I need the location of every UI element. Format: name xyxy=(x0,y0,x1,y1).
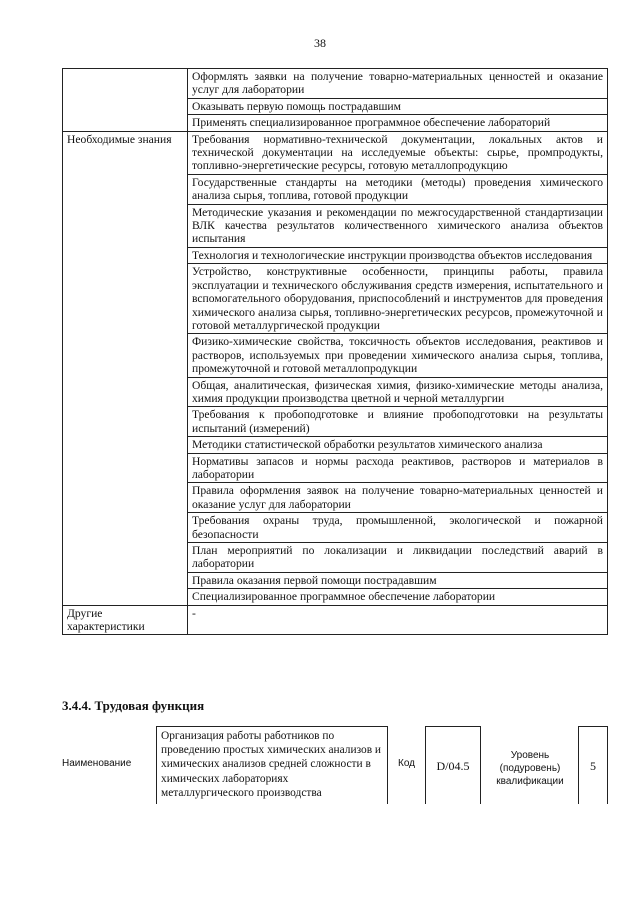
row-item: Методические указания и рекомендации по межгосударственной стандартизации ВЛК качества результатов количественного химического анализа объектов испытания xyxy=(188,204,608,247)
row-item: План мероприятий по локализации и ликвидации последствий аварий в лаборатории xyxy=(188,543,608,573)
row-item: Физико-химические свойства, токсичность объектов исследования, реактивов и растворов, используемых при проведении химического анализа сырья, топлива, промежуточной и готовой металлопродукции xyxy=(188,334,608,377)
code-label: Код xyxy=(398,758,416,769)
section-heading: 3.4.4. Трудовая функция xyxy=(62,698,205,713)
row-item: Устройство, конструктивные особенности, принципы работы, правила эксплуатации и технического обслуживания средств измерения, испытательного и вспомогательного оборудования, приспособлений и инструментов для проведения химического анализа сырья, топливно-энергетических ресурсов, промежуточной и готовой металлургической продукции xyxy=(188,264,608,334)
row-item: Специализированное программное обеспечение лаборатории xyxy=(188,589,608,605)
row-item: Требования нормативно-технической документации, локальных актов и технической документации на исследуемые объекты: сырье, промпродукты, топливно-энергетические ресурсы, готовую металлопродукцию xyxy=(188,131,608,174)
row-item: Технология и технологические инструкции производства объектов исследования xyxy=(188,247,608,263)
labor-function-name: Организация работы работников по проведению простых химических анализов и химических анализов средней сложности в химических лабораториях металлургического производства xyxy=(156,726,388,804)
competency-table xyxy=(62,68,608,635)
row-label xyxy=(63,69,188,132)
row-label: Другие характеристики xyxy=(63,605,188,635)
table-row xyxy=(63,69,608,99)
row-item: Нормативы запасов и нормы расхода реактивов, растворов и материалов в лаборатории xyxy=(188,453,608,483)
row-item: Общая, аналитическая, физическая химия, физико-химические методы анализа, химия продукции производства цветной и черной металлургии xyxy=(188,377,608,407)
row-item: Правила оказания первой помощи пострадавшим xyxy=(188,572,608,588)
row-item: Методики статистической обработки результатов химического анализа xyxy=(188,437,608,453)
row-item: Применять специализированное программное обеспечение лабораторий xyxy=(188,115,608,131)
row-item: Оказывать первую помощь пострадавшим xyxy=(188,98,608,114)
row-item: - xyxy=(188,605,608,635)
qualification-level-value: 5 xyxy=(578,726,608,804)
row-item: Государственные стандарты на методики (методы) проведения химического анализа сырья, топлива, готовой продукции xyxy=(188,174,608,204)
row-item: Правила оформления заявок на получение товарно-материальных ценностей и оказание услуг для лаборатории xyxy=(188,483,608,513)
name-label: Наименование xyxy=(62,758,132,769)
table-row xyxy=(63,131,608,174)
table-row xyxy=(63,605,608,635)
page-number: 38 xyxy=(314,36,326,50)
qualification-level-label: Уровень (подуровень) квалификации xyxy=(496,750,564,787)
row-item: Оформлять заявки на получение товарно-материальных ценностей и оказание услуг для лаборатории xyxy=(188,69,608,99)
row-item: Требования охраны труда, промышленной, экологической и пожарной безопасности xyxy=(188,513,608,543)
row-item: Требования к пробоподготовке и влияние пробоподготовки на результаты испытаний (измерений) xyxy=(188,407,608,437)
row-label: Необходимые знания xyxy=(63,131,188,605)
code-value: D/04.5 xyxy=(425,726,481,804)
